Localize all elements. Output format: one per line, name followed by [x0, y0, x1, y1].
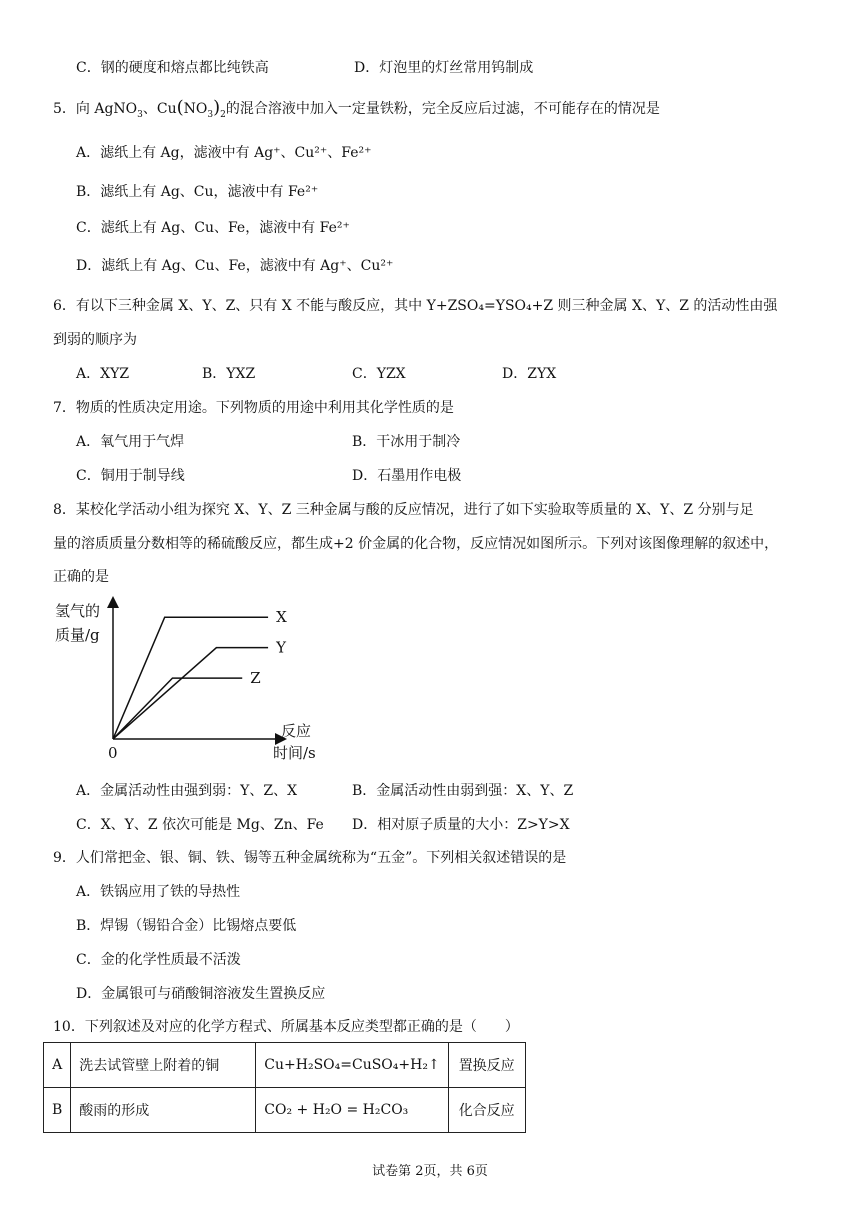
table-row — [44, 1043, 526, 1088]
q7-option-c: C．铜用于制导线 — [76, 468, 185, 484]
page-footer: 试卷第 2页，共 6页 — [372, 1164, 488, 1179]
row-description: 洗去试管壁上附着的铜 — [71, 1043, 256, 1088]
q5-option-a: A．滤纸上有 Ag，滤液中有 Ag⁺、Cu²⁺、Fe²⁺ — [76, 145, 372, 161]
series-line-y — [113, 648, 268, 739]
row-description: 酸雨的形成 — [71, 1088, 256, 1133]
q5-stem-part-c: 的混合溶液中加入一定量铁粉，完全反应后过滤，不可能存在的情况是 — [225, 101, 660, 117]
x-axis-label-line2: 时间/s — [273, 744, 316, 762]
q8-option-c: C．X、Y、Z 依次可能是 Mg、Zn、Fe — [76, 817, 324, 833]
q8-option-a: A．金属活动性由强到弱：Y、Z、X — [76, 783, 298, 799]
q4-option-d: D．灯泡里的灯丝常用钨制成 — [354, 60, 534, 76]
q9-option-b: B．焊锡（锡铅合金）比锡熔点要低 — [76, 918, 297, 934]
q4-option-c: C．钢的硬度和熔点都比纯铁高 — [76, 60, 269, 76]
q9-option-c: C．金的化学性质最不活泼 — [76, 952, 241, 968]
y-axis-label-line1: 氢气的 — [55, 602, 101, 620]
y-axis-label-line2: 质量/g — [55, 626, 100, 644]
q9-option-d: D．金属银可与硝酸铜溶液发生置换反应 — [76, 986, 326, 1002]
q6-option-a: A．XYZ — [76, 366, 130, 382]
q6-stem-line2: 到弱的顺序为 — [53, 332, 137, 348]
q9-option-a: A．铁锅应用了铁的导热性 — [76, 884, 241, 900]
q7-option-a: A．氧气用于气焊 — [76, 434, 185, 450]
q7-option-b: B．干冰用于制冷 — [352, 434, 461, 450]
q10-stem: 10．下列叙述及对应的化学方程式、所属基本反应类型都正确的是（ ） — [53, 1019, 519, 1035]
q8-option-d: D．相对原子质量的大小：Z>Y>X — [352, 817, 570, 833]
q5-stem-part-b: 、Cu — [142, 101, 177, 117]
q9-stem: 9．人们常把金、银、铜、铁、锡等五种金属统称为“五金”。下列相关叙述错误的是 — [53, 850, 567, 866]
row-reaction-type: 化合反应 — [448, 1088, 525, 1133]
series-layer — [113, 608, 287, 739]
origin-label: 0 — [108, 744, 118, 762]
q5-option-d: D．滤纸上有 Ag、Cu、Fe，滤液中有 Ag⁺、Cu²⁺ — [76, 258, 394, 274]
table-row — [44, 1088, 526, 1133]
q6-option-c: C．YZX — [352, 366, 406, 382]
q5-option-b: B．滤纸上有 Ag、Cu，滤液中有 Fe²⁺ — [76, 184, 319, 200]
q5-stem-part-a: 5．向 AgNO — [53, 101, 138, 117]
q7-stem: 7．物质的性质决定用途。下列物质的用途中利用其化学性质的是 — [53, 400, 454, 416]
q6-option-b: B．YXZ — [202, 366, 256, 382]
q5-option-c: C．滤纸上有 Ag、Cu、Fe，滤液中有 Fe²⁺ — [76, 220, 350, 236]
row-label: A — [44, 1043, 71, 1088]
q8-stem-line2: 量的溶质质量分数相等的稀硫酸反应，都生成+2 价金属的化合物，反应情况如图所示。下列对该图像理解的叙述中， — [53, 536, 779, 552]
hydrogen-mass-chart — [45, 596, 345, 771]
series-label-x: X — [276, 608, 287, 627]
q7-option-d: D．石墨用作电极 — [352, 468, 462, 484]
series-line-z — [113, 678, 242, 739]
row-equation: Cu+H₂SO₄=CuSO₄+H₂↑ — [256, 1043, 448, 1088]
q10-table — [43, 1042, 526, 1133]
q6-stem-line1: 6．有以下三种金属 X、Y、Z、只有 X 不能与酸反应，其中 Y+ZSO₄=YSO₄+Z 则三种金属 X、Y、Z 的活动性由强 — [53, 298, 778, 314]
x-axis-label-line1: 反应 — [281, 722, 312, 740]
row-equation: CO₂ + H₂O = H₂CO₃ — [256, 1088, 448, 1133]
row-reaction-type: 置换反应 — [448, 1043, 525, 1088]
q6-option-d: D．ZYX — [502, 366, 557, 382]
row-label: B — [44, 1088, 71, 1133]
q8-option-b: B．金属活动性由弱到强：X、Y、Z — [352, 783, 574, 799]
q8-stem-line1: 8．某校化学活动小组为探究 X、Y、Z 三种金属与酸的反应情况，进行了如下实验取等质量的 X、Y、Z 分别与足 — [53, 502, 754, 518]
series-label-z: Z — [250, 669, 261, 688]
series-label-y: Y — [276, 638, 286, 657]
q5-stem: 5．向 AgNO$_3$、$Cu(NO_3)_2$的混合溶液中加入一定量铁粉，完全反应后过滤，不可能存在的情况是 — [53, 97, 660, 120]
q8-stem-line3: 正确的是 — [53, 569, 109, 585]
